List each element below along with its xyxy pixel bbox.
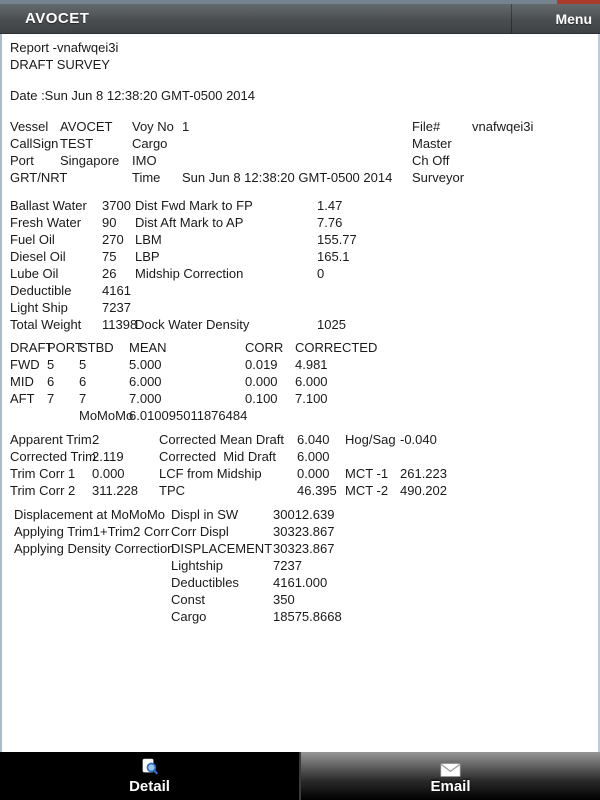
value-cell — [182, 152, 412, 169]
weights-row — [10, 214, 594, 231]
trim-row — [10, 448, 594, 465]
tab-email[interactable] — [299, 752, 600, 800]
report-id-line: Report -vnafwqei3i — [10, 40, 119, 55]
label-cell: Midship Correction — [135, 266, 244, 281]
label-cell: Apparent Trim — [10, 432, 92, 447]
label-cell — [135, 282, 317, 299]
value-cell: 7237 — [273, 558, 302, 573]
value-cell: 6.000 — [295, 374, 328, 389]
displacement-row — [14, 591, 594, 608]
label-cell — [14, 574, 171, 591]
value-cell: 11398 — [102, 317, 138, 332]
label-cell: Const — [171, 592, 205, 607]
label-cell: Corrected Trim — [10, 449, 96, 464]
displacement-row — [14, 574, 594, 591]
value-cell: 30012.639 — [273, 507, 335, 522]
label-cell: FWD — [10, 357, 40, 372]
footer-tab-bar — [0, 752, 600, 800]
label-cell — [135, 299, 317, 316]
label-cell: MCT -1 — [345, 466, 389, 481]
weights-row — [10, 197, 594, 214]
value-cell: 6 — [79, 374, 87, 389]
trim-table — [10, 431, 594, 499]
value-cell: 350 — [273, 592, 295, 607]
label-cell: Ballast Water — [10, 198, 87, 213]
draft-col-header: MEAN — [129, 340, 167, 355]
displacement-row — [14, 506, 594, 523]
value-cell: 0.000 — [92, 466, 125, 481]
value-cell: 270 — [102, 232, 124, 247]
vessel-info-row — [10, 152, 594, 169]
draft-marks-table — [10, 339, 594, 424]
displacement-row — [14, 523, 594, 540]
label-cell: Diesel Oil — [10, 249, 66, 264]
status-strip-red-segment — [557, 0, 600, 4]
label-cell: MID — [10, 374, 34, 389]
label-cell: AFT — [10, 391, 35, 406]
label-cell: GRT/NRT — [10, 170, 68, 185]
value-cell: 6.000 — [129, 374, 162, 389]
value-cell — [472, 152, 594, 169]
value-cell: 6.010095011876484 — [129, 408, 248, 423]
label-cell: Cargo — [171, 609, 207, 624]
draft-header-row — [10, 339, 594, 356]
value-cell: 26 — [102, 266, 117, 281]
label-cell — [345, 448, 400, 465]
value-cell — [182, 135, 412, 152]
label-cell: Deductibles — [171, 575, 239, 590]
app-title: AVOCET — [25, 10, 90, 27]
label-cell: Deductible — [10, 283, 72, 298]
tab-email-label: Email — [430, 777, 471, 795]
value-cell: 90 — [102, 215, 117, 230]
value-cell — [317, 299, 594, 316]
value-cell: 7237 — [102, 300, 131, 315]
label-cell: Applying Density Correction — [14, 541, 175, 556]
weights-row — [10, 248, 594, 265]
draft-col-header: CORRECTED — [295, 340, 378, 355]
label-cell: Hog/Sag — [345, 432, 396, 447]
label-cell: Trim Corr 2 — [10, 483, 76, 498]
value-cell: 30323.867 — [273, 524, 335, 539]
label-cell: Cargo — [132, 136, 168, 151]
envelope-icon — [440, 758, 461, 777]
status-strip — [0, 0, 600, 4]
magnifier-document-icon — [140, 758, 159, 777]
label-cell: IMO — [132, 153, 157, 168]
value-cell: TEST — [60, 136, 94, 151]
vessel-info-row — [10, 135, 594, 152]
label-cell: Vessel — [10, 119, 49, 134]
value-cell: 7 — [79, 391, 87, 406]
value-cell: 4.981 — [295, 357, 328, 372]
value-cell: 6.040 — [297, 432, 330, 447]
value-cell: 261.223 — [400, 466, 447, 481]
label-cell: Dist Fwd Mark to FP — [135, 198, 253, 213]
value-cell: 7.100 — [295, 391, 328, 406]
value-cell: 311.228 — [92, 483, 139, 498]
value-cell — [400, 448, 594, 465]
value-cell: AVOCET — [60, 119, 113, 134]
displacement-row — [14, 540, 594, 557]
label-cell: Ch Off — [412, 153, 450, 168]
label-cell: Fuel Oil — [10, 232, 55, 247]
menu-button[interactable]: Menu — [511, 4, 600, 33]
label-cell: Applying Trim1+Trim2 Corr — [14, 524, 170, 539]
value-cell: 5 — [79, 357, 87, 372]
draft-col-header: DRAFT — [10, 340, 54, 355]
value-cell: 1 — [182, 119, 190, 134]
trim-row — [10, 431, 594, 448]
label-cell: MCT -2 — [345, 483, 389, 498]
value-cell: 18575.8668 — [273, 609, 342, 624]
label-cell: Displacement at MoMoMo — [14, 507, 165, 522]
value-cell: 490.202 — [400, 483, 447, 498]
value-cell: 155.77 — [317, 232, 357, 247]
tab-detail-label: Detail — [129, 777, 170, 795]
label-cell: LBP — [135, 249, 160, 264]
weights-row — [10, 265, 594, 282]
date-line: Date :Sun Jun 8 12:38:20 GMT-0500 2014 — [10, 88, 256, 103]
value-cell: 7.76 — [317, 215, 343, 230]
label-cell: Trim Corr 1 — [10, 466, 76, 481]
tab-detail[interactable] — [0, 752, 299, 800]
draft-row — [10, 373, 594, 390]
label-cell: Dist Aft Mark to AP — [135, 215, 244, 230]
vessel-info-table — [10, 118, 594, 186]
value-cell: 3700 — [102, 198, 131, 213]
value-cell: 0.000 — [245, 374, 278, 389]
value-cell: 0.100 — [245, 391, 278, 406]
weights-table — [10, 197, 594, 333]
value-cell: 5.000 — [129, 357, 162, 372]
displacement-table — [14, 506, 594, 625]
value-cell: 2.119 — [92, 449, 124, 464]
value-cell: 2 — [92, 432, 100, 447]
label-cell: LBM — [135, 232, 162, 247]
value-cell: 6.000 — [297, 449, 330, 464]
value-cell: 7 — [47, 391, 55, 406]
label-cell: Displ in SW — [171, 507, 239, 522]
label-cell: Lightship — [171, 558, 224, 573]
label-cell: Voy No — [132, 119, 174, 134]
label-cell: LCF from Midship — [159, 466, 262, 481]
label-cell: MoMoMo — [79, 408, 134, 423]
label-cell: Fresh Water — [10, 215, 82, 230]
label-cell — [14, 608, 171, 625]
value-cell: 46.395 — [297, 483, 337, 498]
label-cell: Lube Oil — [10, 266, 59, 281]
value-cell: 75 — [102, 249, 117, 264]
label-cell: Dock Water Density — [135, 317, 250, 332]
label-cell — [14, 591, 171, 608]
value-cell: -0.040 — [400, 432, 437, 447]
value-cell: 0.000 — [297, 466, 330, 481]
value-cell — [472, 169, 594, 186]
weights-row — [10, 299, 594, 316]
value-cell: 1025 — [317, 317, 346, 332]
weights-row — [10, 282, 594, 299]
weights-row — [10, 316, 594, 333]
trim-row — [10, 465, 594, 482]
label-cell: CallSign — [10, 136, 59, 151]
draft-col-header: STBD — [79, 340, 114, 355]
value-cell: Sun Jun 8 12:38:20 GMT-0500 2014 — [182, 170, 393, 185]
value-cell — [472, 135, 594, 152]
value-cell — [317, 282, 594, 299]
value-cell: vnafwqei3i — [472, 119, 534, 134]
value-cell: 7.000 — [129, 391, 162, 406]
label-cell: Corrected Mean Draft — [159, 432, 284, 447]
value-cell: 1.47 — [317, 198, 343, 213]
value-cell: 30323.867 — [273, 541, 335, 556]
value-cell: 165.1 — [317, 249, 350, 264]
weights-row — [10, 231, 594, 248]
label-cell: Total Weight — [10, 317, 82, 332]
value-cell: 5 — [47, 357, 55, 372]
label-cell: File# — [412, 119, 441, 134]
draft-row — [10, 390, 594, 407]
value-cell: 4161 — [102, 283, 131, 298]
displacement-row — [14, 608, 594, 625]
vessel-info-row — [10, 118, 594, 135]
label-cell: Surveyor — [412, 170, 465, 185]
label-cell: Corrected Mid Draft — [159, 449, 277, 464]
value-cell: 0.019 — [245, 357, 278, 372]
value-cell: 6 — [47, 374, 55, 389]
label-cell: TPC — [159, 483, 185, 498]
label-cell: DISPLACEMENT — [171, 541, 273, 556]
momo-row — [10, 407, 594, 424]
draft-col-header: PORT — [47, 340, 83, 355]
label-cell: Master — [412, 136, 452, 151]
draft-col-header: CORR — [245, 340, 284, 355]
label-cell: Time — [132, 170, 161, 185]
value-cell — [60, 169, 132, 186]
vessel-info-row — [10, 169, 594, 186]
report-body — [0, 34, 600, 752]
draft-row — [10, 356, 594, 373]
displacement-row — [14, 557, 594, 574]
survey-title: DRAFT SURVEY — [10, 57, 110, 72]
value-cell: Singapore — [60, 153, 120, 168]
label-cell — [14, 557, 171, 574]
value-cell: 4161.000 — [273, 575, 328, 590]
label-cell: Port — [10, 153, 34, 168]
label-cell: Light Ship — [10, 300, 68, 315]
app-header — [0, 4, 600, 34]
trim-row — [10, 482, 594, 499]
value-cell: 0 — [317, 266, 325, 281]
label-cell: Corr Displ — [171, 524, 229, 539]
